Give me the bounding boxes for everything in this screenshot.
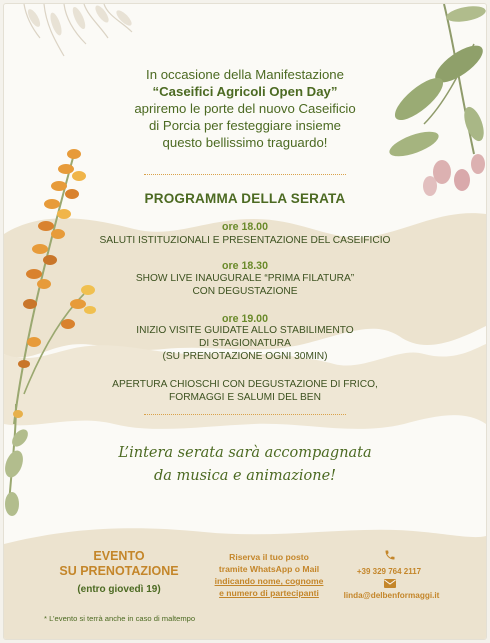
program-time-3: ore 19.00 — [222, 313, 268, 325]
dotted-divider-top — [144, 174, 346, 175]
reserve-line-2: tramite WhatsApp o Mail — [218, 564, 320, 574]
intro-text — [4, 66, 486, 151]
program-desc-4a: APERTURA CHIOSCHI CON DEGUSTAZIONE DI FRICO, — [112, 379, 378, 390]
mail-icon — [384, 579, 396, 588]
program-time-1: ore 18.00 — [222, 221, 268, 233]
intro-line-4: di Porcia per festeggiare insieme — [148, 118, 342, 133]
program-desc-1: SALUTI ISTITUZIONALI E PRESENTAZIONE DEL CASEIFICIO — [99, 235, 391, 246]
event-deadline: (entro giovedì 19) — [77, 584, 161, 595]
email-address[interactable]: linda@delbenformaggi.it — [343, 591, 440, 600]
program-desc-3b: DI STAGIONATURA — [199, 338, 291, 349]
flyer — [4, 4, 486, 639]
program-desc-2a: SHOW LIVE INAUGURALE “PRIMA FILATURA” — [135, 273, 355, 284]
event-name: “Caseifici Agricoli Open Day” — [152, 84, 338, 99]
reserve-line-1: Riserva il tuo posto — [229, 552, 309, 562]
intro-line-3: apriremo le porte del nuovo Caseificio — [134, 101, 356, 116]
program-desc-2b: CON DEGUSTAZIONE — [192, 286, 298, 297]
program-desc-3a: INIZIO VISITE GUIDATE ALLO STABILIMENTO — [136, 325, 354, 336]
program-desc-4b: FORMAGGI E SALUMI DEL BEN — [169, 392, 321, 403]
closing-line-1: L’intera serata sarà accompagnata — [118, 445, 372, 461]
event-booking-title — [44, 549, 194, 579]
weather-note: * L’evento si terrà anche in caso di maltempo — [44, 614, 196, 623]
reserve-info — [194, 551, 344, 599]
phone-icon — [384, 549, 396, 561]
program-desc-3c: (SU PRENOTAZIONE OGNI 30MIN) — [162, 351, 328, 362]
dotted-divider-bottom — [144, 414, 346, 415]
intro-line-1: In occasione della Manifestazione — [146, 67, 344, 82]
program-time-2: ore 18.30 — [222, 260, 268, 272]
reserve-line-3: indicando nome, cognome — [214, 576, 324, 586]
event-title-1: EVENTO — [93, 549, 145, 563]
phone-number[interactable]: +39 329 764 2117 — [356, 567, 422, 576]
closing-line-2: da musica e animazione! — [153, 468, 337, 484]
reserve-line-4: e numero di partecipanti — [219, 588, 319, 598]
event-title-2: SU PRENOTAZIONE — [59, 564, 179, 578]
intro-line-5: questo bellissimo traguardo! — [162, 135, 328, 150]
program-title: PROGRAMMA DELLA SERATA — [144, 191, 346, 206]
